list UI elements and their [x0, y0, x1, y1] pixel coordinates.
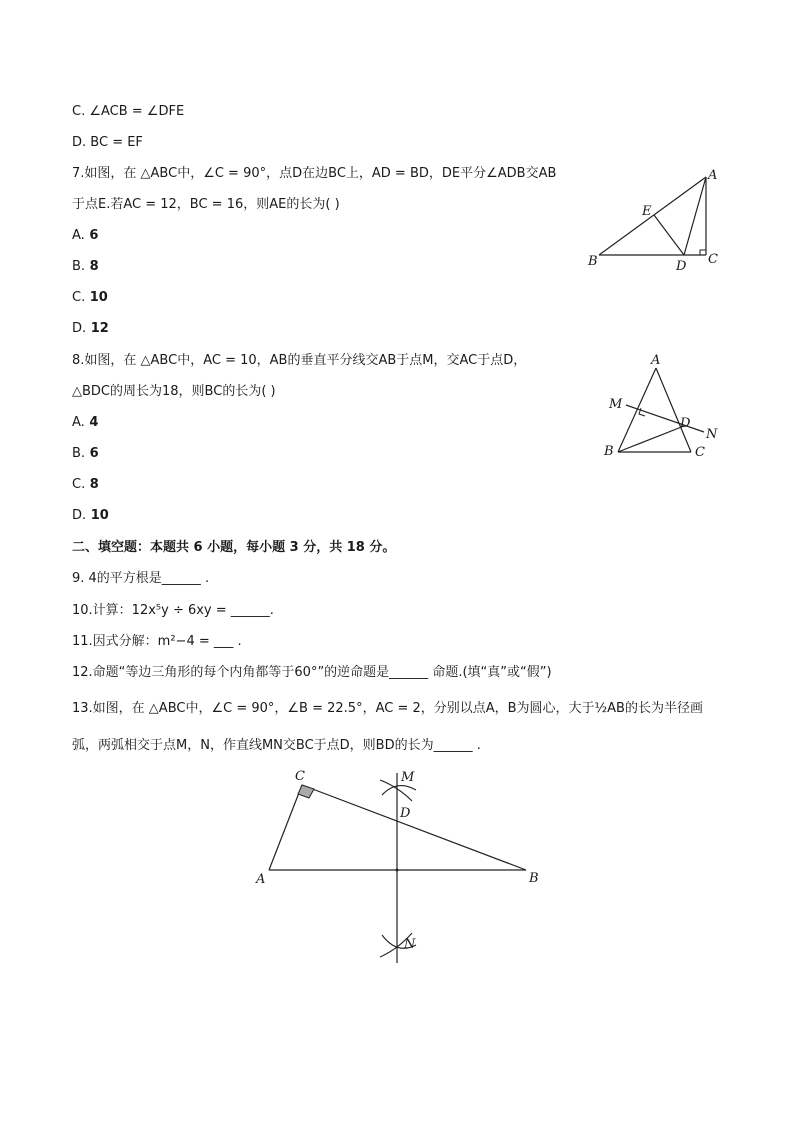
q13-construction-diagram [250, 765, 550, 970]
q8-line2: △BDC的周长为18，则BC的长为( ) [72, 384, 276, 399]
q13-figure [250, 765, 550, 974]
right-angle-mark [298, 785, 314, 798]
section-title-fill-in: 二、填空题：本题共 6 小题，每小题 3 分，共 18 分。 [72, 540, 396, 555]
q7-triangle-diagram [580, 160, 730, 275]
q11: 11.因式分解：m²−4 = ___ . [72, 634, 242, 649]
option-text: ∠ACB = ∠DFE [89, 104, 185, 119]
right-angle-mark [700, 250, 706, 255]
label-a: A [708, 168, 718, 183]
q13-line2: 弧，两弧相交于点M，N，作直线MN交BC于点D，则BD的长为______ . [72, 738, 481, 753]
q7-option-a: A. 6 [72, 228, 99, 243]
label-a: A [651, 353, 661, 368]
label-b: B [529, 871, 539, 886]
label-m: M [609, 397, 623, 412]
label-a: A [256, 872, 266, 887]
q7-figure [580, 160, 730, 279]
label-c: C [695, 445, 705, 460]
segment-de [654, 215, 684, 255]
segment-ac [269, 785, 302, 870]
q7-line1: 7.如图，在 △ABC中，∠C = 90°，点D在边BC上，AD = BD，DE平分∠ADB交AB [72, 166, 557, 181]
q10: 10.计算：12x⁵y ÷ 6xy = ______. [72, 603, 274, 618]
label-b: B [604, 444, 614, 459]
label-c: C [708, 252, 718, 267]
perpendicular-bisector-mn [626, 405, 704, 432]
label-n: N [404, 937, 416, 952]
option-c-prev [72, 103, 184, 121]
q7-option-c: C. 10 [72, 290, 108, 305]
q8-line1: 8.如图，在 △ABC中，AC = 10，AB的垂直平分线交AB于点M，交AC于点D， [72, 353, 527, 368]
segment-ab [599, 177, 706, 255]
label-d: D [680, 416, 691, 431]
option-letter: D. [72, 135, 87, 150]
label-e: E [642, 204, 652, 219]
label-d: D [400, 806, 411, 821]
q13-line1: 13.如图，在 △ABC中，∠C = 90°，∠B = 22.5°，AC = 2，分别以点A，B为圆心，大于½AB的长为半径画 [72, 701, 703, 716]
option-text: BC = EF [90, 135, 143, 150]
segment-ac [656, 368, 691, 452]
label-c: C [295, 769, 305, 784]
q7-line2: 于点E.若AC = 12，BC = 16，则AE的长为( ) [72, 197, 340, 212]
q7-option-b: B. 8 [72, 259, 99, 274]
q8-triangle-diagram [598, 350, 728, 462]
midpoint-dot [396, 869, 399, 872]
q9: 9. 4的平方根是______ . [72, 571, 210, 586]
label-n: N [706, 427, 718, 442]
q8-option-d: D. 10 [72, 508, 109, 523]
q8-option-a: A. 4 [72, 415, 99, 430]
q8-option-c: C. 8 [72, 477, 99, 492]
segment-ad [684, 177, 706, 255]
label-m: M [401, 770, 415, 785]
q12: 12.命题“等边三角形的每个内角都等于60°”的逆命题是______ 命题.(填“真”或“假”) [72, 665, 552, 680]
q8-figure [598, 350, 728, 466]
label-d: D [676, 259, 687, 274]
segment-cb [302, 785, 526, 870]
label-b: B [588, 254, 598, 269]
option-letter: C. [72, 104, 86, 119]
q8-option-b: B. 6 [72, 446, 99, 461]
q7-option-d: D. 12 [72, 321, 109, 336]
option-d-prev [72, 134, 143, 152]
